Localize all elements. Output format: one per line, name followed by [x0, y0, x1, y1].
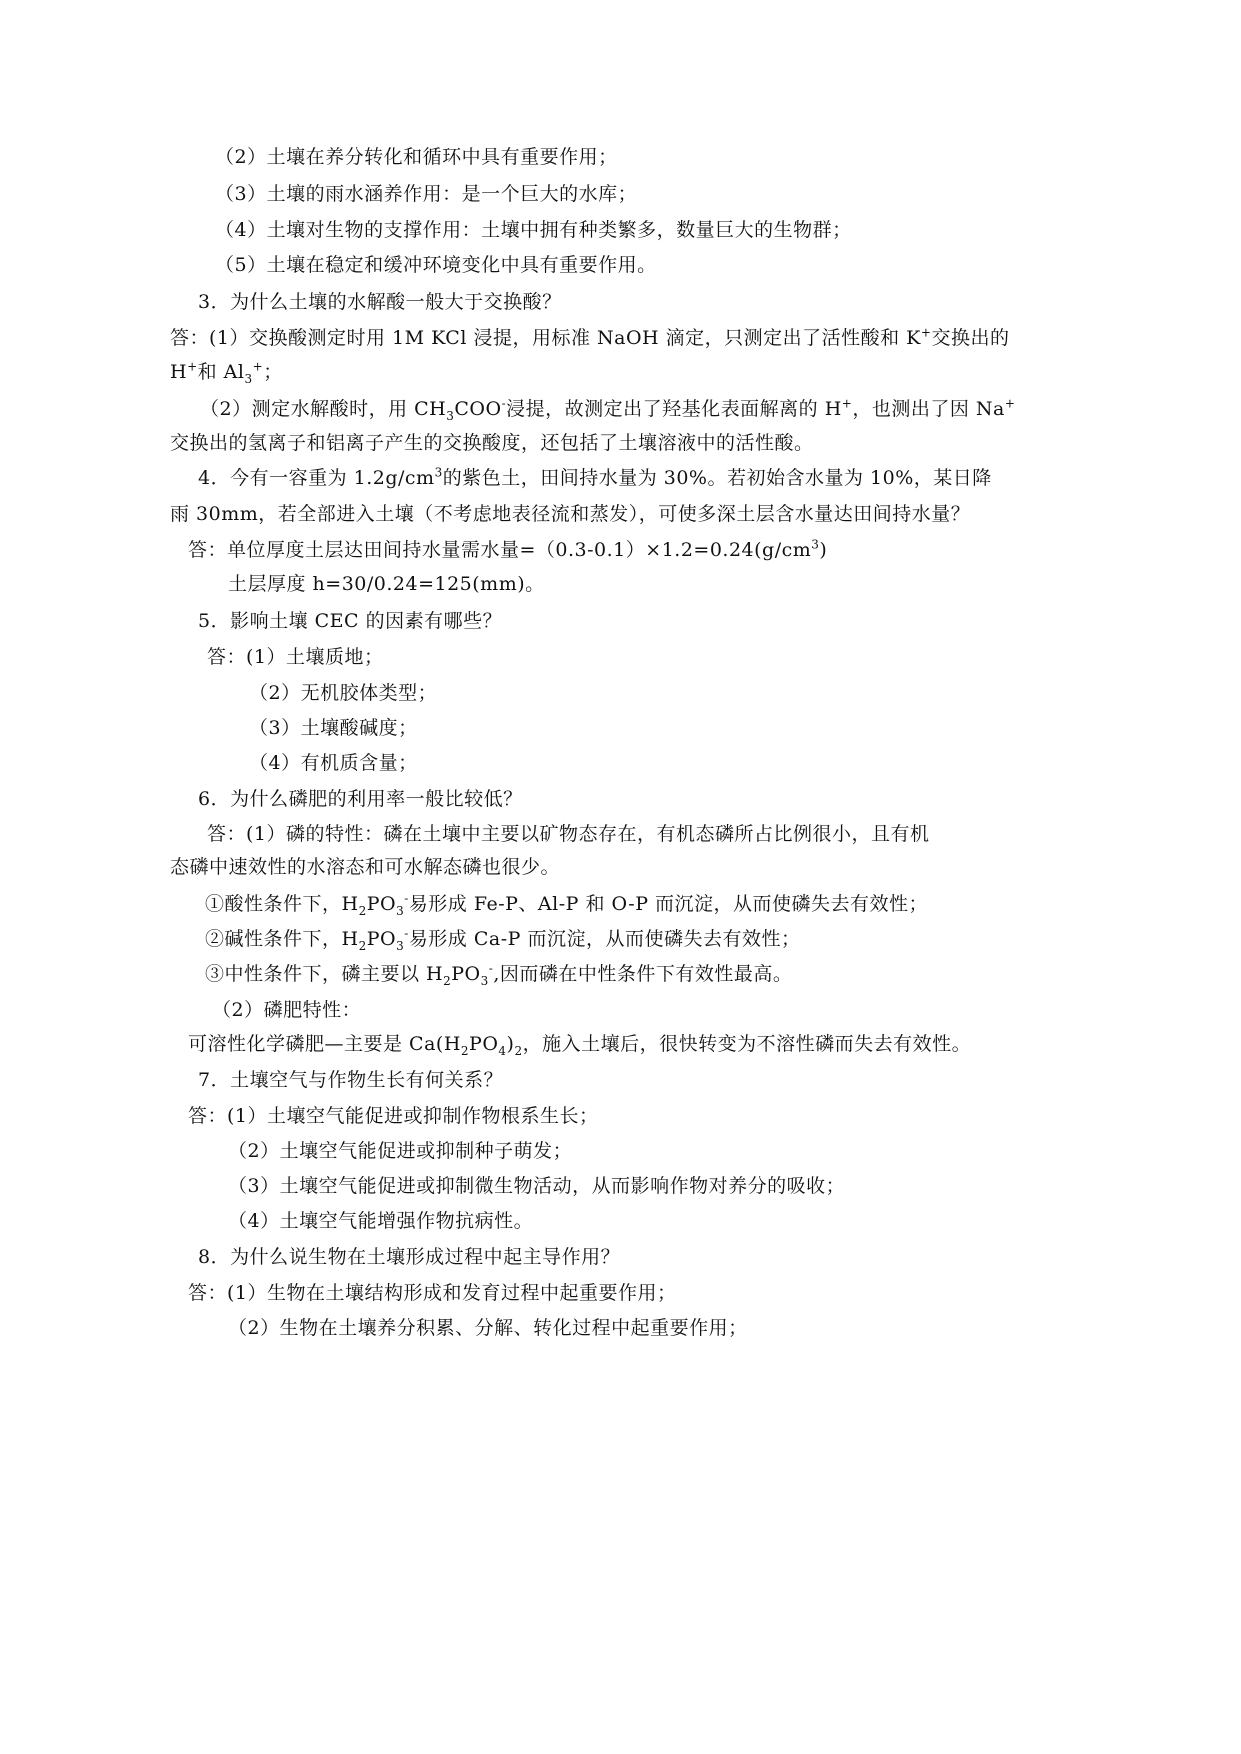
question-6-condition-alkaline	[0, 927, 1241, 951]
question-7-answer-2: （2）土壤空气能促进或抑制种子萌发；	[228, 1140, 573, 1162]
question-7-title: 7．土壤空气与作物生长有何关系？	[198, 1069, 504, 1091]
text-segment: )	[506, 1033, 515, 1055]
superscript-plus: +	[187, 359, 198, 374]
superscript-minus: -	[404, 926, 409, 941]
question-4-title-cont: 雨 30mm，若全部进入土壤（不考虑地表径流和蒸发），可使多深土层含水量达田间持水量？	[170, 503, 971, 525]
text-segment: H	[170, 361, 188, 383]
text-segment: COO	[454, 398, 502, 420]
question-7-answer-3: （3）土壤空气能促进或抑制微生物活动，从而影响作物对养分的吸收；	[228, 1175, 846, 1197]
question-7-answer-1: 答：(1）土壤空气能促进或抑制作物根系生长；	[188, 1105, 599, 1127]
subscript-2: 2	[514, 1043, 523, 1058]
superscript-plus: +	[1004, 396, 1016, 411]
question-6-answer-1: 答：(1）磷的特性：磷在土壤中主要以矿物态存在，有机态磷所占比例很小，且有机	[207, 823, 930, 845]
q2-item-4: （4）土壤对生物的支撑作用：土壤中拥有种类繁多，数量巨大的生物群；	[215, 219, 852, 241]
q2-item-5: （5）土壤在稳定和缓冲环境变化中具有重要作用。	[215, 254, 657, 276]
text-segment: 易形成 Fe-P、Al-P 和 O-P 而沉淀，从而使磷失去有效性；	[408, 893, 929, 915]
question-3-title: 3．为什么土壤的水解酸一般大于交换酸？	[198, 291, 562, 313]
text-segment: 的紫色土，田间持水量为 30%。若初始含水量为 10%，某日降	[442, 467, 992, 489]
subscript-2: 2	[443, 973, 452, 988]
text-segment: ，也测出了因 Na	[852, 398, 1005, 420]
text-segment: )	[819, 539, 828, 561]
text-segment: 易形成 Ca-P 而沉淀，从而使磷失去有效性；	[408, 928, 801, 950]
question-7-answer-4: （4）土壤空气能增强作物抗病性。	[228, 1210, 534, 1232]
question-5-answer-2: （2）无机胶体类型；	[249, 682, 438, 704]
question-4-title	[0, 466, 1241, 490]
subscript-4: 4	[498, 1043, 507, 1058]
text-segment: PO	[366, 893, 397, 915]
text-segment: PO	[366, 928, 397, 950]
question-6-condition-acid	[0, 892, 1241, 916]
text-segment: （2）测定水解酸时，用 CH	[200, 398, 447, 420]
question-5-title: 5．影响土壤 CEC 的因素有哪些？	[198, 610, 503, 632]
subscript-3: 3	[446, 408, 455, 423]
superscript-plus: +	[920, 325, 932, 340]
subscript-3: 3	[396, 903, 405, 918]
text-segment: 交换出的	[931, 327, 1010, 349]
superscript-minus: -	[501, 396, 507, 411]
subscript-3: 3	[480, 973, 489, 988]
superscript-3: 3	[811, 537, 820, 552]
text-segment: ，施入土壤后，很快转变为不溶性磷而失去有效性。	[522, 1033, 972, 1055]
superscript-plus: +	[841, 396, 853, 411]
text-segment: 可溶性化学磷肥—主要是 Ca(H	[188, 1033, 461, 1055]
superscript-3: 3	[434, 465, 443, 480]
question-8-answer-1: 答：(1）生物在土壤结构形成和发育过程中起重要作用；	[188, 1282, 677, 1304]
question-3-answer-2	[0, 397, 1241, 421]
question-6-answer-2: （2）磷肥特性：	[212, 999, 362, 1021]
superscript-minus: -	[404, 891, 409, 906]
question-8-title: 8．为什么说生物在土壤形成过程中起主导作用？	[198, 1246, 621, 1268]
text-segment: 4．今有一容重为 1.2g/cm	[198, 467, 435, 489]
question-6-answer-1-cont: 态磷中速效性的水溶态和可水解态磷也很少。	[170, 856, 561, 878]
subscript-3: 3	[396, 938, 405, 953]
question-3-answer-2-cont: 交换出的氢离子和铝离子产生的交换酸度，还包括了土壤溶液中的活性酸。	[170, 432, 814, 454]
question-6-title: 6．为什么磷肥的利用率一般比较低？	[198, 788, 523, 810]
text-segment: ；	[263, 361, 283, 383]
question-3-answer-1-cont	[0, 360, 1241, 384]
subscript-3: 3	[244, 371, 253, 386]
text-segment: ③中性条件下，磷主要以 H	[205, 963, 444, 985]
question-4-answer-1	[0, 538, 1241, 562]
text-segment: ,因而磷在中性条件下有效性最高。	[493, 963, 793, 985]
subscript-2: 2	[358, 938, 367, 953]
text-segment: 答：单位厚度土层达田间持水量需水量=（0.3-0.1）×1.2=0.24(g/cm	[188, 539, 812, 561]
question-4-answer-2: 土层厚度 h=30/0.24=125(mm)。	[228, 573, 545, 595]
q2-item-3: （3）土壤的雨水涵养作用：是一个巨大的水库；	[215, 183, 638, 205]
text-segment: 和 Al	[197, 361, 245, 383]
question-5-answer-1: 答：(1）土壤质地；	[207, 646, 384, 668]
question-5-answer-3: （3）土壤酸碱度；	[249, 717, 418, 739]
text-segment: ②碱性条件下，H	[205, 928, 359, 950]
subscript-2: 2	[460, 1043, 470, 1058]
question-5-answer-4: （4）有机质含量；	[249, 752, 418, 774]
subscript-2: 2	[358, 903, 367, 918]
text-segment: 浸提，故测定出了羟基化表面解离的 H	[506, 398, 842, 420]
text-segment: 答：(1）交换酸测定时用 1M KCl 浸提，用标准 NaOH 滴定，只测定出了活性酸和 K	[170, 327, 921, 349]
question-6-condition-neutral	[0, 962, 1241, 986]
text-segment: PO	[451, 963, 481, 985]
text-segment: ①酸性条件下，H	[205, 893, 359, 915]
superscript-plus: +	[252, 359, 264, 374]
text-segment: PO	[469, 1033, 499, 1055]
question-6-answer-2-cont	[0, 1032, 1241, 1056]
question-3-answer-1	[0, 326, 1241, 350]
q2-item-2: （2）土壤在养分转化和循环中具有重要作用；	[215, 146, 618, 168]
superscript-minus: -	[488, 961, 494, 976]
question-8-answer-2: （2）生物在土壤养分积累、分解、转化过程中起重要作用；	[228, 1317, 748, 1339]
